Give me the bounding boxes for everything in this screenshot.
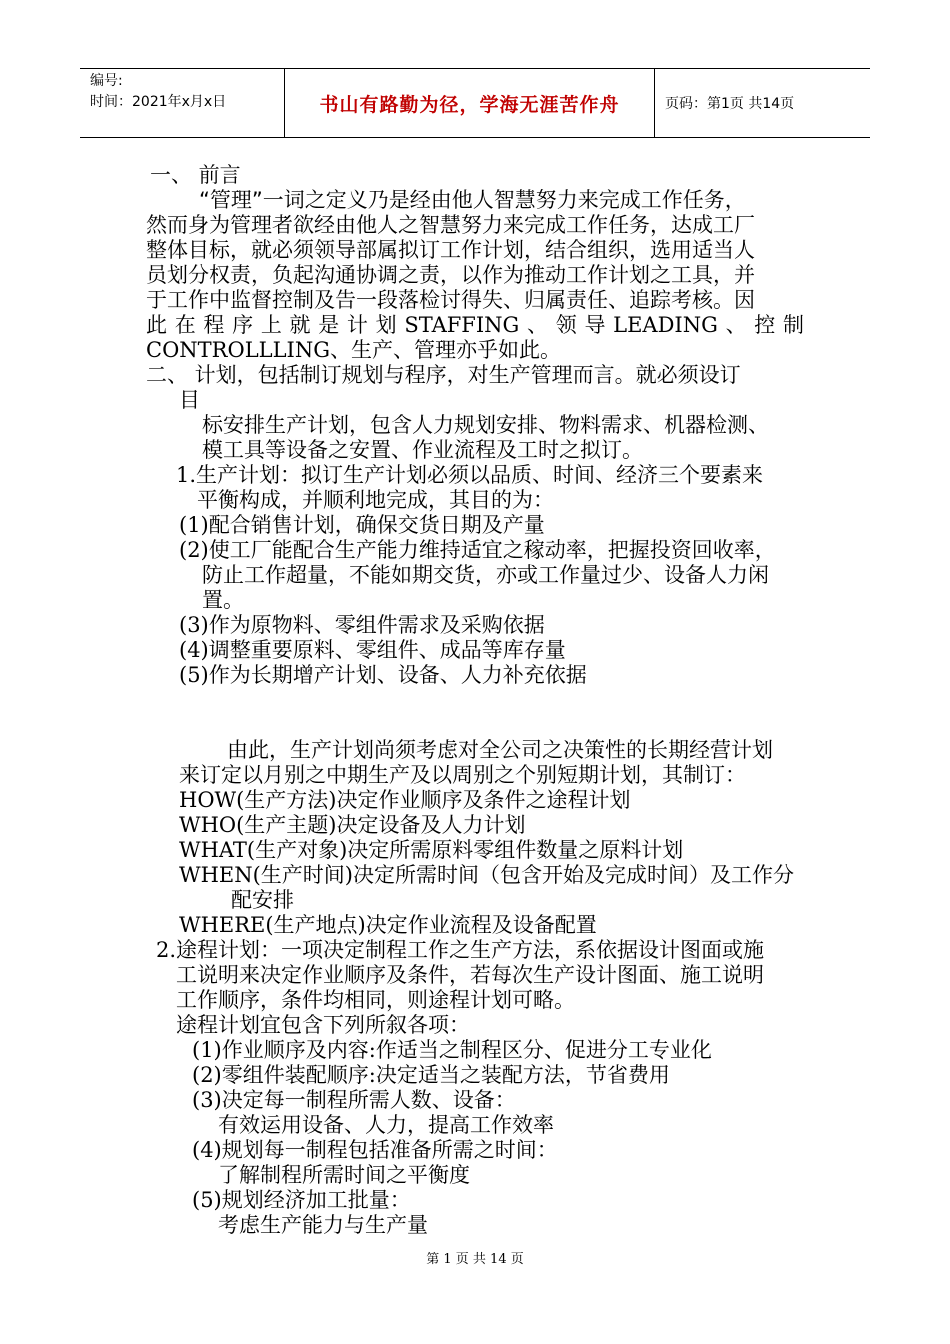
list-item: (5)作为长期增产计划、设备、人力补充依据: [179, 663, 587, 687]
word: STAFFING: [404, 313, 520, 337]
word: 就: [289, 313, 311, 337]
header-motto: 书山有路勤为径，学海无涯苦作舟: [319, 93, 620, 116]
list-item: 防止工作超量，不能如期交货，亦或工作量过少、设备人力闲: [202, 563, 769, 587]
list-item: HOW(生产方法)决定作业顺序及条件之途程计划: [179, 788, 631, 812]
list-item: 置。: [202, 588, 244, 612]
section-heading: 一、 前言: [150, 163, 241, 187]
list-item: WHAT(生产对象)决定所需原料零组件数量之原料计划: [179, 838, 684, 862]
section-heading: 二、 计划，包括制订规划与程序，对生产管理而言。就必须设订: [146, 363, 741, 387]
paragraph-line: 来订定以月别之中期生产及以周别之个别短期计划，其制订：: [179, 763, 746, 787]
list-item: 配安排: [231, 888, 294, 912]
paragraph-line: 然而身为管理者欲经由他人之智慧努力来完成工作任务，达成工厂: [146, 213, 755, 237]
list-item: (5)规划经济加工批量：: [192, 1188, 411, 1212]
word: 制: [782, 313, 804, 337]
paragraph-line: 工作顺序，条件均相同，则途程计划可略。: [176, 988, 575, 1012]
word: 在: [174, 313, 196, 337]
header-meta: [80, 69, 285, 137]
word: 领: [555, 313, 577, 337]
code-label: 编号:: [90, 73, 123, 89]
page-footer: 第 1 页 共 14 页: [426, 1252, 524, 1267]
list-item: WHERE(生产地点)决定作业流程及设备配置: [179, 913, 597, 937]
list-item: (2)零组件装配顺序:决定适当之装配方法，节省费用: [192, 1063, 670, 1087]
list-item: 2.途程计划：一项决定制程工作之生产方法，系依据设计图面或施: [156, 938, 765, 962]
list-item: (4)调整重要原料、零组件、成品等库存量: [179, 638, 566, 662]
justified-line: [146, 313, 804, 337]
list-item: 了解制程所需时间之平衡度: [218, 1163, 470, 1187]
list-item: 考虑生产能力与生产量: [218, 1213, 428, 1237]
word: 序: [232, 313, 254, 337]
paragraph-line: 模工具等设备之安置、作业流程及工时之拟订。: [202, 438, 643, 462]
list-item: 平衡构成，并顺利地完成，其目的为：: [197, 488, 554, 512]
list-item: (4)规划每一制程包括准备所需之时间：: [192, 1138, 558, 1162]
paragraph-line: 于工作中监督控制及告一段落检讨得失、归属责任、追踪考核。因: [146, 288, 755, 312]
header-page-info: [655, 69, 870, 137]
paragraph-line: 途程计划宜包含下列所叙各项：: [176, 1013, 470, 1037]
word: 划: [375, 313, 397, 337]
list-item: (1)作业顺序及内容:作适当之制程区分、促进分工专业化: [192, 1038, 712, 1062]
word: 程: [203, 313, 225, 337]
paragraph-line: “管理”一词之定义乃是经由他人智慧努力来完成工作任务，: [199, 188, 746, 212]
time-label: 时间：2021年x月x日: [90, 94, 227, 110]
paragraph-line: CONTROLLLING、生产、管理亦乎如此。: [146, 338, 561, 362]
list-item: 有效运用设备、人力，提高工作效率: [218, 1113, 554, 1137]
list-item: WHO(生产主题)决定设备及人力计划: [179, 813, 526, 837]
paragraph-line: 由此，生产计划尚须考虑对全公司之决策性的长期经营计划: [227, 738, 773, 762]
word: 此: [146, 313, 167, 337]
word: 控: [754, 313, 776, 337]
paragraph-line: 目: [179, 388, 200, 412]
paragraph-line: 整体目标，就必须领导部属拟订工作计划，结合组织，选用适当人: [146, 238, 755, 262]
list-item: 1.生产计划：拟订生产计划必须以品质、时间、经济三个要素来: [176, 463, 764, 487]
paragraph-line: 工说明来决定作业顺序及条件，若每次生产设计图面、施工说明: [176, 963, 764, 987]
page-header: [80, 68, 870, 138]
page-info: 页码：第1页 共14页: [665, 96, 795, 112]
list-item: WHEN(生产时间)决定所需时间（包含开始及完成时间）及工作分: [179, 863, 794, 887]
list-item: (2)使工厂能配合生产能力维持适宜之稼动率，把握投资回收率，: [179, 538, 776, 562]
list-item: (3)作为原物料、零组件需求及采购依据: [179, 613, 545, 637]
paragraph-line: 员划分权责，负起沟通协调之责，以作为推动工作计划之工具，并: [146, 263, 755, 287]
list-item: (1)配合销售计划，确保交货日期及产量: [179, 513, 545, 537]
paragraph-line: 标安排生产计划，包含人力规划安排、物料需求、机器检测、: [202, 413, 769, 437]
word: 计: [346, 313, 368, 337]
word: 导: [584, 313, 606, 337]
word: 、: [725, 313, 747, 337]
word: 是: [318, 313, 340, 337]
word: LEADING: [613, 313, 718, 337]
word: 上: [260, 313, 282, 337]
word: 、: [527, 313, 549, 337]
list-item: (3)决定每一制程所需人数、设备：: [192, 1088, 516, 1112]
header-motto-cell: [285, 69, 655, 137]
